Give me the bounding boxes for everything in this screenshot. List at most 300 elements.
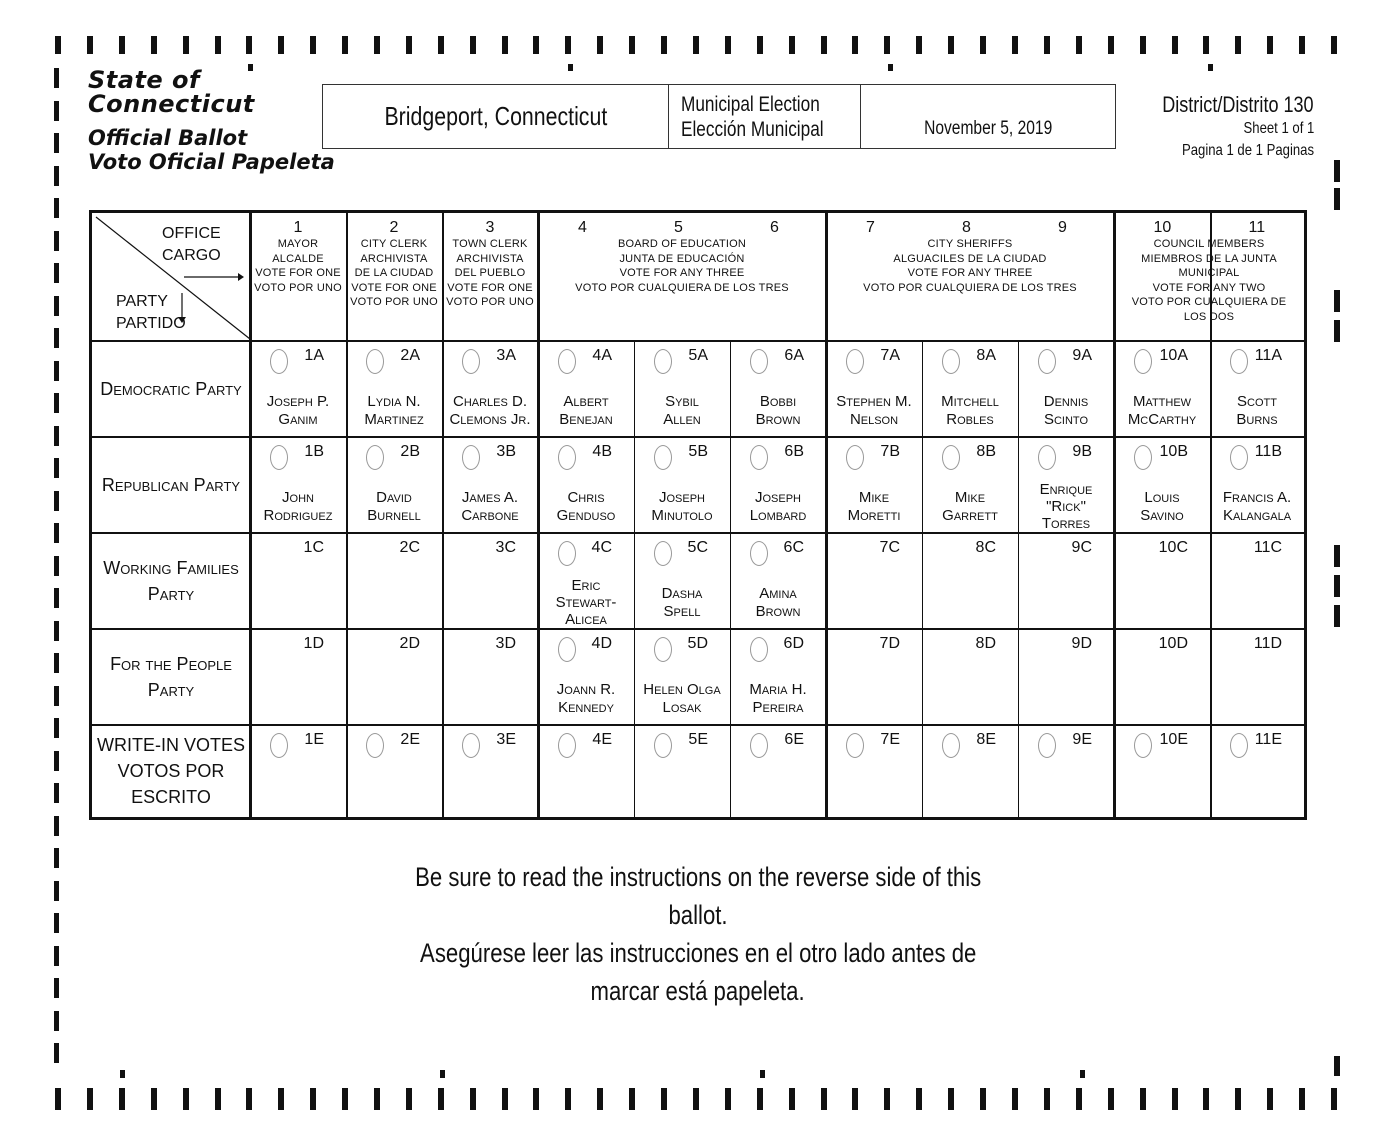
- vote-oval[interactable]: [270, 445, 288, 470]
- candidate-cell[interactable]: [634, 533, 730, 629]
- vote-oval[interactable]: [654, 541, 672, 566]
- timing-mark: [629, 36, 635, 54]
- timing-mark: [597, 1088, 603, 1110]
- vote-oval[interactable]: [1038, 733, 1056, 758]
- timing-mark: [597, 36, 603, 54]
- vote-oval[interactable]: [654, 733, 672, 758]
- candidate-cell[interactable]: [922, 725, 1018, 821]
- vote-oval[interactable]: [558, 733, 576, 758]
- candidate-name: [538, 489, 634, 525]
- position-code: 9C: [1071, 539, 1092, 556]
- vote-oval[interactable]: [1134, 349, 1152, 374]
- vote-oval[interactable]: [750, 637, 768, 662]
- position-code: 3B: [496, 443, 516, 460]
- timing-mark: [821, 1088, 827, 1110]
- vote-oval[interactable]: [1134, 445, 1152, 470]
- vote-oval[interactable]: [558, 349, 576, 374]
- position-code: 6C: [783, 539, 804, 556]
- timing-mark: [54, 881, 59, 901]
- timing-mark: [215, 36, 221, 54]
- candidate-name-line: Louis: [1144, 489, 1180, 506]
- candidate-name-line: Lombard: [749, 507, 807, 524]
- timing-mark: [342, 1088, 348, 1110]
- party-label-1: [92, 472, 250, 498]
- instructions-en-1: Be sure to read the instructions on the reverse side of this: [414, 862, 982, 892]
- office-line: VOTE FOR ANY THREE: [907, 267, 1033, 279]
- vote-oval[interactable]: [558, 541, 576, 566]
- vote-oval[interactable]: [1038, 349, 1056, 374]
- candidate-cell[interactable]: [1018, 341, 1114, 437]
- timing-mark: [1076, 36, 1082, 54]
- position-code: 5D: [687, 635, 708, 652]
- candidate-cell[interactable]: [538, 629, 634, 725]
- candidate-cell[interactable]: [538, 341, 634, 437]
- vote-oval[interactable]: [462, 349, 480, 374]
- office-line: LOS DOS: [1183, 310, 1235, 323]
- vote-oval[interactable]: [1134, 733, 1152, 758]
- timing-mark: [54, 1043, 59, 1063]
- candidate-name-line: Chris: [567, 489, 605, 506]
- office-header-city-clerk: [346, 219, 442, 310]
- position-code: 10C: [1158, 539, 1188, 556]
- candidate-name: [730, 393, 826, 429]
- candidate-name-line: Robles: [946, 411, 994, 428]
- timing-mark: [54, 1011, 59, 1031]
- office-line: MIEMBROS DE LA JUNTA: [1141, 252, 1277, 265]
- vote-oval[interactable]: [942, 445, 960, 470]
- timing-mark: [54, 718, 59, 738]
- timing-mark: [1334, 320, 1340, 342]
- office-line: CITY CLERK: [360, 238, 428, 250]
- city-box: [322, 84, 669, 149]
- timing-mark: [916, 1088, 922, 1110]
- candidate-cell[interactable]: [442, 437, 538, 533]
- vote-oval[interactable]: [462, 445, 480, 470]
- vote-oval[interactable]: [654, 637, 672, 662]
- timing-mark: [54, 816, 59, 836]
- candidate-name-line: Matthew: [1132, 393, 1192, 410]
- timing-mark: [310, 1088, 316, 1110]
- election-box: [668, 84, 861, 149]
- candidate-cell: [250, 533, 346, 629]
- position-code: 8D: [975, 635, 996, 652]
- candidate-cell[interactable]: [730, 341, 826, 437]
- office-header-town-clerk: [442, 219, 538, 310]
- position-code: 2A: [400, 347, 420, 364]
- timing-mark: [440, 1070, 445, 1078]
- timing-mark: [54, 458, 59, 478]
- timing-mark: [1334, 605, 1340, 627]
- office-label: OFFICE: [162, 225, 221, 242]
- timing-mark: [54, 588, 59, 608]
- candidate-name: [538, 577, 634, 628]
- party-label-4: [92, 732, 250, 810]
- candidate-name-line: Scinto: [1043, 411, 1089, 428]
- office-line: COUNCIL MEMBERS: [1153, 238, 1265, 250]
- position-code: 8C: [975, 539, 996, 556]
- candidate-cell[interactable]: [1018, 437, 1114, 533]
- position-code: 9E: [1072, 731, 1092, 748]
- vote-oval[interactable]: [558, 445, 576, 470]
- timing-mark: [54, 686, 59, 706]
- timing-mark: [1208, 64, 1213, 71]
- candidate-cell[interactable]: [1114, 341, 1210, 437]
- candidate-name-line: Ganim: [278, 411, 318, 428]
- timing-mark: [438, 36, 444, 54]
- position-code: 6D: [783, 635, 804, 652]
- party-line: Party: [147, 680, 195, 700]
- timing-mark: [1203, 36, 1209, 54]
- timing-mark: [183, 1088, 189, 1110]
- timing-mark: [1172, 1088, 1178, 1110]
- candidate-name-line: Mike: [954, 489, 986, 506]
- candidate-cell[interactable]: [346, 725, 442, 821]
- candidate-name-line: Dennis: [1043, 393, 1089, 410]
- timing-mark: [1172, 36, 1178, 54]
- election-name-en: Municipal Election: [681, 92, 820, 116]
- vote-oval[interactable]: [366, 733, 384, 758]
- office-line: VOTO POR UNO: [254, 281, 342, 294]
- candidate-name: [1018, 481, 1114, 532]
- candidate-name-line: Rodriguez: [263, 507, 333, 524]
- candidate-name: [1210, 489, 1304, 525]
- vote-oval[interactable]: [750, 349, 768, 374]
- timing-mark: [215, 1088, 221, 1110]
- timing-mark: [1334, 290, 1340, 312]
- candidate-cell[interactable]: [730, 629, 826, 725]
- position-code: 4B: [592, 443, 612, 460]
- party-label-0: [92, 376, 250, 402]
- position-code: 1A: [304, 347, 324, 364]
- timing-mark: [151, 36, 157, 54]
- timing-mark: [54, 296, 59, 316]
- position-code: 5E: [688, 731, 708, 748]
- position-code: 11E: [1254, 731, 1282, 748]
- timing-mark: [55, 1088, 61, 1110]
- corner-office-label: [162, 223, 221, 267]
- office-column-number: 7: [866, 219, 875, 236]
- candidate-cell[interactable]: [538, 725, 634, 821]
- office-line: VOTO POR CUALQUIERA DE LOS TRES: [575, 281, 789, 294]
- candidate-name-line: Nelson: [849, 411, 899, 428]
- candidate-cell[interactable]: [634, 725, 730, 821]
- position-code: 11B: [1254, 443, 1282, 460]
- candidate-cell[interactable]: [250, 341, 346, 437]
- vote-oval[interactable]: [462, 733, 480, 758]
- vote-oval[interactable]: [1230, 349, 1248, 374]
- candidate-cell[interactable]: [250, 725, 346, 821]
- candidate-name-line: Moretti: [847, 507, 901, 524]
- office-column-number: 5: [674, 219, 683, 236]
- office-line: TOWN CLERK: [452, 238, 528, 250]
- vote-oval[interactable]: [1230, 445, 1248, 470]
- candidate-name: [922, 393, 1018, 429]
- candidate-cell[interactable]: [634, 437, 730, 533]
- candidate-name-line: James A.: [461, 489, 519, 506]
- timing-mark: [54, 556, 59, 576]
- vote-oval[interactable]: [654, 445, 672, 470]
- candidate-name: [1018, 393, 1114, 429]
- position-code: 4A: [592, 347, 612, 364]
- candidate-name-line: Kalangala: [1222, 507, 1292, 524]
- timing-mark: [661, 36, 667, 54]
- candidate-cell: [922, 533, 1018, 629]
- candidate-name-line: Losak: [662, 699, 702, 716]
- state-line-2: Connecticut: [88, 90, 255, 118]
- timing-mark: [757, 1088, 763, 1110]
- candidate-cell[interactable]: [634, 341, 730, 437]
- candidate-name: [922, 489, 1018, 525]
- timing-mark: [54, 68, 59, 88]
- office-header-mayor: [250, 219, 346, 295]
- timing-mark: [533, 1088, 539, 1110]
- candidate-name-line: Mitchell: [941, 393, 999, 410]
- timing-mark: [1267, 36, 1273, 54]
- timing-mark: [1334, 1056, 1340, 1076]
- timing-mark: [533, 36, 539, 54]
- party-label: PARTY: [116, 293, 168, 310]
- vote-oval[interactable]: [270, 349, 288, 374]
- timing-mark: [1267, 1088, 1273, 1110]
- candidate-name-line: Helen Olga: [643, 681, 721, 698]
- timing-mark: [278, 1088, 284, 1110]
- candidate-cell[interactable]: [538, 533, 634, 629]
- vote-oval[interactable]: [846, 445, 864, 470]
- office-column-number: 4: [578, 219, 587, 236]
- candidate-name-line: Joseph: [754, 489, 801, 506]
- date-box: [860, 84, 1116, 149]
- official-line-2: Voto Oficial Papeleta: [88, 150, 335, 174]
- office-line: ARCHIVISTA: [456, 252, 524, 265]
- candidate-cell[interactable]: [730, 533, 826, 629]
- vote-oval[interactable]: [750, 733, 768, 758]
- candidate-cell[interactable]: [922, 341, 1018, 437]
- timing-mark: [54, 393, 59, 413]
- candidate-name-line: Pereira: [752, 699, 804, 716]
- timing-mark: [54, 231, 59, 251]
- timing-mark: [884, 36, 890, 54]
- timing-mark: [725, 36, 731, 54]
- timing-mark: [470, 1088, 476, 1110]
- timing-mark: [1299, 1088, 1305, 1110]
- candidate-cell: [442, 629, 538, 725]
- district-label: District/Distrito 130: [1162, 92, 1314, 117]
- office-line: VOTE FOR ANY THREE: [619, 267, 745, 279]
- timing-mark: [1044, 36, 1050, 54]
- vote-oval[interactable]: [942, 733, 960, 758]
- candidate-name-line: Burns: [1236, 411, 1278, 428]
- position-code: 2C: [399, 539, 420, 556]
- party-line: Working Families: [103, 558, 239, 578]
- timing-mark: [54, 263, 59, 283]
- timing-mark: [1331, 1088, 1337, 1110]
- candidate-name-line: Burnell: [367, 507, 421, 524]
- timing-mark: [725, 1088, 731, 1110]
- timing-mark: [629, 1088, 635, 1110]
- timing-mark: [693, 36, 699, 54]
- timing-mark: [1044, 1088, 1050, 1110]
- candidate-name: [346, 489, 442, 525]
- candidate-name: [826, 489, 922, 525]
- vote-oval[interactable]: [270, 733, 288, 758]
- candidate-cell[interactable]: [1210, 725, 1304, 821]
- vote-oval[interactable]: [1038, 445, 1056, 470]
- timing-mark: [568, 64, 573, 71]
- timing-mark: [183, 36, 189, 54]
- position-code: 3C: [495, 539, 516, 556]
- candidate-cell: [1210, 629, 1304, 725]
- office-line: DE LA CIUDAD: [354, 267, 434, 279]
- candidate-cell: [1018, 533, 1114, 629]
- position-code: 7E: [880, 731, 900, 748]
- instructions-es-2: marcar está papeleta.: [590, 976, 806, 1006]
- instructions-es-1: Asegúrese leer las instrucciones en el otro lado antes de: [419, 938, 977, 968]
- candidate-cell[interactable]: [346, 437, 442, 533]
- position-code: 3A: [496, 347, 516, 364]
- candidate-name: [442, 393, 538, 429]
- candidate-cell[interactable]: [826, 341, 922, 437]
- timing-mark: [1299, 36, 1305, 54]
- timing-mark: [278, 36, 284, 54]
- candidate-name-line: Stewart-: [555, 594, 617, 611]
- candidate-cell[interactable]: [1114, 725, 1210, 821]
- office-line: VOTO POR CUALQUIERA DE LOS TRES: [863, 281, 1077, 294]
- position-code: 7D: [879, 635, 900, 652]
- corner-party-label: [116, 291, 186, 335]
- office-header-council: [1114, 219, 1304, 324]
- office-line: JUNTA DE EDUCACIÓN: [619, 252, 745, 265]
- vote-oval[interactable]: [558, 637, 576, 662]
- candidate-cell[interactable]: [1210, 341, 1304, 437]
- candidate-cell[interactable]: [1018, 725, 1114, 821]
- candidate-cell: [922, 629, 1018, 725]
- position-code: 8B: [976, 443, 996, 460]
- candidate-name-line: Alicea: [565, 611, 607, 628]
- candidate-cell[interactable]: [826, 437, 922, 533]
- candidate-name-line: Joseph P.: [266, 393, 330, 410]
- timing-mark: [852, 36, 858, 54]
- timing-mark: [151, 1088, 157, 1110]
- candidate-name-line: Martinez: [364, 411, 424, 428]
- candidate-cell[interactable]: [826, 725, 922, 821]
- timing-mark: [1140, 1088, 1146, 1110]
- candidate-name-line: Bobbi: [759, 393, 797, 410]
- timing-mark: [821, 36, 827, 54]
- position-code: 11A: [1254, 347, 1282, 364]
- timing-mark: [119, 36, 125, 54]
- timing-mark: [54, 166, 59, 186]
- candidate-cell[interactable]: [1210, 437, 1304, 533]
- candidate-cell[interactable]: [1114, 437, 1210, 533]
- timing-mark: [54, 978, 59, 998]
- timing-mark: [54, 621, 59, 641]
- timing-mark: [54, 946, 59, 966]
- vote-oval[interactable]: [1230, 733, 1248, 758]
- candidate-cell: [346, 533, 442, 629]
- instructions-footer: [300, 858, 1096, 1010]
- candidate-name-line: Genduso: [556, 507, 616, 524]
- office-line: VOTE FOR ANY TWO: [1152, 281, 1266, 294]
- candidate-name: [730, 585, 826, 621]
- timing-mark: [1235, 1088, 1241, 1110]
- vote-oval[interactable]: [846, 349, 864, 374]
- position-code: 10B: [1159, 443, 1188, 460]
- cargo-label: CARGO: [162, 247, 221, 264]
- election-date: November 5, 2019: [923, 118, 1053, 139]
- candidate-cell[interactable]: [634, 629, 730, 725]
- candidate-name-line: Charles D.: [452, 393, 528, 410]
- candidate-name-line: Eric: [571, 577, 601, 594]
- vote-oval[interactable]: [366, 349, 384, 374]
- candidate-name-line: Joseph: [658, 489, 705, 506]
- candidate-cell[interactable]: [922, 437, 1018, 533]
- vote-oval[interactable]: [366, 445, 384, 470]
- party-line: WRITE-IN VOTES: [97, 735, 245, 755]
- candidate-cell: [1114, 533, 1210, 629]
- timing-mark: [119, 1088, 125, 1110]
- candidate-name-line: Albert: [563, 393, 609, 410]
- timing-mark: [54, 783, 59, 803]
- office-line: VOTE FOR ONE: [255, 267, 341, 279]
- candidate-cell[interactable]: [346, 341, 442, 437]
- candidate-cell[interactable]: [442, 725, 538, 821]
- office-number-spacer: [1114, 219, 1304, 237]
- office-line: VOTE FOR ONE: [351, 281, 437, 294]
- vote-oval[interactable]: [654, 349, 672, 374]
- vote-oval[interactable]: [750, 541, 768, 566]
- position-code: 11C: [1253, 539, 1282, 556]
- candidate-name: [250, 489, 346, 525]
- timing-mark: [884, 1088, 890, 1110]
- vote-oval[interactable]: [750, 445, 768, 470]
- candidate-cell: [1210, 533, 1304, 629]
- timing-mark: [470, 36, 476, 54]
- candidate-cell[interactable]: [442, 341, 538, 437]
- party-line: Republican Party: [101, 475, 241, 495]
- candidate-name-line: Brown: [755, 603, 801, 620]
- candidate-name: [346, 393, 442, 429]
- candidate-name-line: Dasha: [661, 585, 703, 602]
- official-line-1: Official Ballot: [88, 126, 248, 150]
- position-code: 5B: [688, 443, 708, 460]
- position-code: 1C: [303, 539, 324, 556]
- candidate-name-line: Minutolo: [651, 507, 713, 524]
- candidate-cell: [346, 629, 442, 725]
- ballot-grid: [89, 210, 1307, 820]
- vote-oval[interactable]: [942, 349, 960, 374]
- timing-mark: [55, 36, 61, 54]
- position-code: 9B: [1072, 443, 1092, 460]
- candidate-name-line: Benejan: [559, 411, 613, 428]
- timing-mark: [54, 751, 59, 771]
- candidate-name-line: Kennedy: [558, 699, 614, 716]
- candidate-cell[interactable]: [730, 725, 826, 821]
- election-name-es: Elección Municipal: [681, 117, 824, 141]
- candidate-name-line: Allen: [663, 411, 701, 428]
- candidate-cell[interactable]: [730, 437, 826, 533]
- candidate-cell[interactable]: [250, 437, 346, 533]
- party-label-3: [92, 651, 250, 703]
- timing-mark: [789, 36, 795, 54]
- state-line-1: State of: [88, 66, 200, 94]
- candidate-name-line: Maria H.: [749, 681, 807, 698]
- timing-mark: [1108, 36, 1114, 54]
- timing-mark: [948, 1088, 954, 1110]
- candidate-cell[interactable]: [538, 437, 634, 533]
- partido-label: PARTIDO: [116, 315, 186, 332]
- timing-mark: [406, 1088, 412, 1110]
- vote-oval[interactable]: [846, 733, 864, 758]
